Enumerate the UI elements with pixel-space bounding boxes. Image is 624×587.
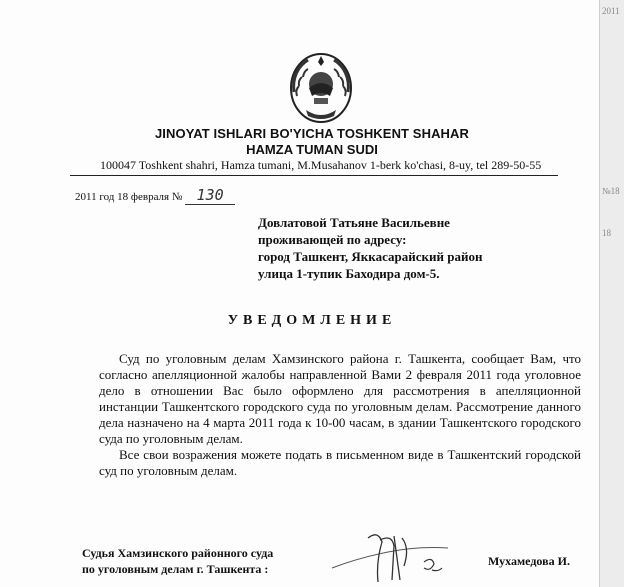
recipient-block [258, 214, 482, 282]
court-name-line1: JINOYAT ISHLARI BO'YICHA TOSHKENT SHAHAR [154, 126, 470, 141]
edge-mark: 18 [602, 228, 611, 238]
recipient-line: город Ташкент, Яккасарайский район [258, 249, 483, 264]
body-paragraph: Все свои возражения можете подать в письменном виде в Ташкентский городской суд по уголовным делам. [99, 447, 581, 478]
date-text: 2011 год 18 февраля № [75, 191, 183, 203]
edge-mark: №18 [602, 186, 620, 196]
state-emblem-icon [288, 48, 354, 124]
recipient-name: Довлатовой Татьяне Васильевне [258, 215, 450, 230]
judge-title-line: Судья Хамзинского районного суда [82, 546, 274, 560]
judge-name: Мухамедова И. [488, 554, 570, 568]
judge-title [82, 545, 273, 577]
header-divider [70, 175, 558, 176]
page-edge [599, 0, 624, 587]
date-line [75, 186, 235, 205]
court-address: 100047 Toshkent shahri, Hamza tumani, M.Musahanov 1-berk ko'chasi, 8-uy, tel 289-50-55 [100, 158, 542, 172]
recipient-line: проживающей по адресу: [258, 232, 407, 247]
court-name-line2: HAMZA TUMAN SUDI [246, 142, 378, 157]
document-title: УВЕДОМЛЕНИЕ [227, 313, 397, 328]
document-number: 130 [196, 186, 224, 204]
body-paragraph: Суд по уголовным делам Хамзинского района г. Ташкента, сообщает Вам, что согласно апелляционной жалобы направленной Вами 2 февраля 2011 года уголовное дело в отношении Вас было оформлено для рассмотрения в апелляционной инстанции Ташкентского городского суда по уголовным делам. Рассмотрение данного дела назначено на 4 марта 2011 года к 10-00 часам, в здании Ташкентского городского суда по уголовным делам. [99, 351, 581, 446]
edge-mark: 2011 [602, 6, 620, 16]
handwritten-signature [328, 528, 468, 584]
notice-body [99, 351, 581, 479]
recipient-line: улица 1-тупик Баходира дом-5. [258, 266, 440, 281]
judge-title-line: по уголовным делам г. Ташкента : [82, 562, 269, 576]
